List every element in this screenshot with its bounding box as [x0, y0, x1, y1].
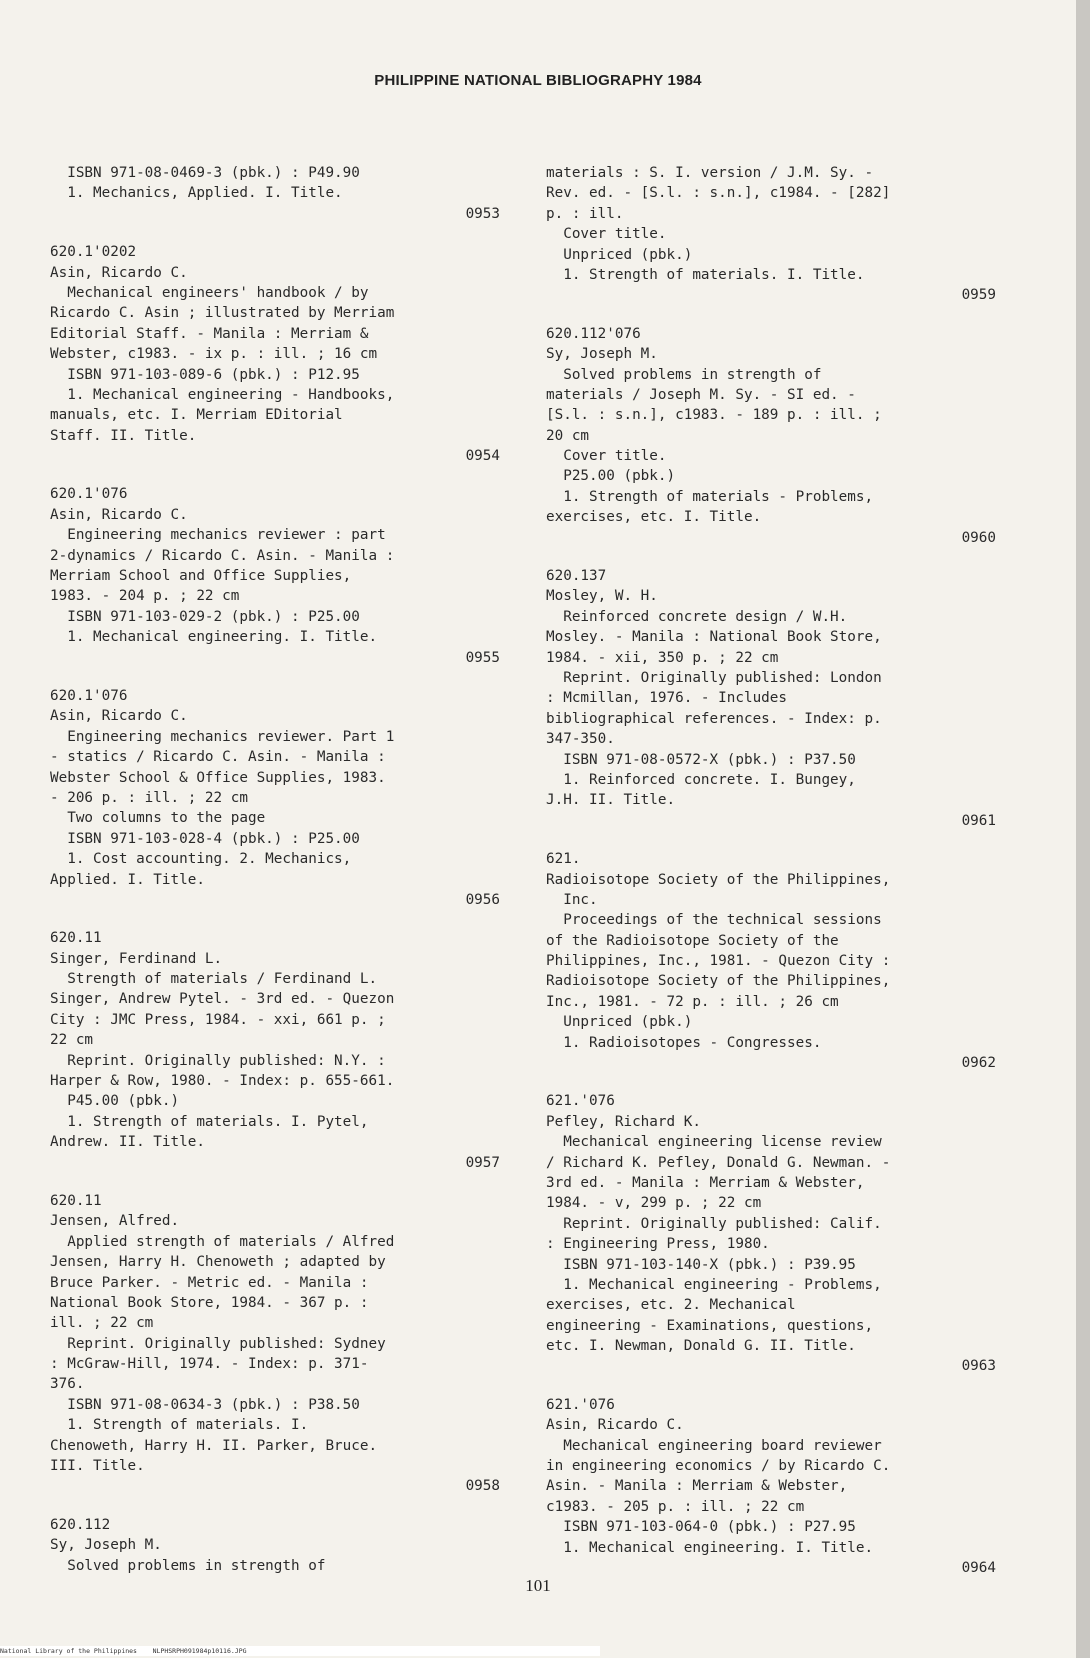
entry-line: Andrew. II. Title. — [50, 1134, 205, 1151]
entry-line: exercises, etc. I. Title. — [546, 509, 762, 526]
entry-line: p. : ill. — [546, 205, 624, 222]
entry-line: engineering - Examinations, questions, — [546, 1317, 874, 1334]
entry-number: 0956 — [465, 891, 500, 908]
entry-line: Radioisotope Society of the Philippines, — [546, 871, 891, 888]
entry-line: Radioisotope Society of the Philippines, — [546, 973, 891, 990]
entry-line: ISBN 971-103-140-X (pbk.) : P39.95 — [546, 1256, 856, 1273]
entry-line: : Mcmillan, 1976. - Includes — [546, 690, 788, 707]
entry-line: 620.112 — [50, 1516, 111, 1533]
entry-number: 0961 — [961, 812, 996, 829]
entry-number: 0953 — [465, 205, 500, 222]
entry-line: Merriam School and Office Supplies, — [50, 568, 352, 585]
entry-line: 1983. - 204 p. ; 22 cm — [50, 588, 240, 605]
bibliography-entry — [50, 163, 500, 224]
bibliography-entry — [546, 324, 996, 548]
entry-line: Inc., 1981. - 72 p. : ill. ; 26 cm — [546, 993, 839, 1010]
entry-line: of the Radioisotope Society of the — [546, 932, 839, 949]
entry-line: Mosley, W. H. — [546, 588, 658, 605]
entry-line: 347-350. — [546, 731, 615, 748]
entry-line: Editorial Staff. - Manila : Merriam & — [50, 325, 369, 342]
entry-line: Asin. - Manila : Merriam & Webster, — [546, 1478, 848, 1495]
bibliography-entry — [50, 1191, 500, 1497]
entry-line: 621.'076 — [546, 1093, 615, 1110]
entry-line: 1. Mechanical engineering - Problems, — [546, 1276, 882, 1293]
entry-line: III. Title. — [50, 1458, 145, 1475]
entry-line: Applied strength of materials / Alfred — [50, 1233, 395, 1250]
entry-line: 1. Radioisotopes - Congresses. — [546, 1034, 822, 1051]
entry-number: 0962 — [961, 1055, 996, 1072]
entry-line: Singer, Andrew Pytel. - 3rd ed. - Quezon — [50, 991, 395, 1008]
entry-line: ISBN 971-08-0634-3 (pbk.) : P38.50 — [50, 1396, 360, 1413]
entry-line: 621.'076 — [546, 1396, 615, 1413]
left-column — [50, 163, 500, 1594]
entry-line: Reprint. Originally published: Sydney — [50, 1335, 386, 1352]
entry-line: Engineering mechanics reviewer. Part 1 — [50, 728, 395, 745]
entry-line: National Book Store, 1984. - 367 p. : — [50, 1294, 369, 1311]
entry-line: Mechanical engineering board reviewer — [546, 1437, 882, 1454]
entry-number: 0955 — [465, 649, 500, 666]
entry-line: Philippines, Inc., 1981. - Quezon City : — [546, 953, 891, 970]
entry-line: ISBN 971-08-0572-X (pbk.) : P37.50 — [546, 751, 856, 768]
entry-line: / Richard K. Pefley, Donald G. Newman. - — [546, 1154, 891, 1171]
entry-line: Strength of materials / Ferdinand L. — [50, 971, 378, 988]
entry-line: Cover title. — [546, 226, 667, 243]
entry-line: Ricardo C. Asin ; illustrated by Merriam — [50, 305, 395, 322]
entry-number: 0964 — [961, 1560, 996, 1576]
entry-line: materials : S. I. version / J.M. Sy. - — [546, 165, 874, 181]
entry-line: Reprint. Originally published: London — [546, 669, 882, 686]
entry-line: 1. Reinforced concrete. I. Bungey, — [546, 771, 856, 788]
entry-line: Harper & Row, 1980. - Index: p. 655-661. — [50, 1073, 395, 1090]
entry-number: 0957 — [465, 1154, 500, 1171]
entry-line: Two columns to the page — [50, 810, 266, 827]
bibliography-entry — [546, 1395, 996, 1579]
entry-line: Solved problems in strength of — [546, 366, 822, 383]
page-number: 101 — [525, 1576, 551, 1595]
entry-line: Engineering mechanics reviewer : part — [50, 527, 386, 544]
entry-line: 1. Mechanical engineering. I. Title. — [546, 1539, 874, 1556]
entry-line: J.H. II. Title. — [546, 792, 676, 809]
entry-line: Mosley. - Manila : National Book Store, — [546, 629, 882, 646]
entry-line: : Engineering Press, 1980. — [546, 1236, 770, 1253]
entry-line: Sy, Joseph M. — [50, 1537, 162, 1554]
entry-line: Asin, Ricardo C. — [50, 264, 188, 281]
entry-line: Rev. ed. - [S.l. : s.n.], c1984. - [282] — [546, 185, 891, 202]
bibliography-entry — [50, 242, 500, 466]
entry-line: - 206 p. : ill. ; 22 cm — [50, 789, 248, 806]
entry-line: Sy, Joseph M. — [546, 346, 658, 363]
entry-line: Pefley, Richard K. — [546, 1113, 701, 1130]
entry-line: 3rd ed. - Manila : Merriam & Webster, — [546, 1174, 865, 1191]
entry-line: Solved problems in strength of — [50, 1557, 326, 1574]
entry-line: materials / Joseph M. Sy. - SI ed. - — [546, 386, 856, 403]
entry-number: 0958 — [465, 1478, 500, 1495]
entry-line: 620.1'0202 — [50, 244, 137, 261]
entry-line: manuals, etc. I. Merriam EDitorial — [50, 407, 343, 424]
bibliography-entry — [546, 163, 996, 306]
entry-line: 2-dynamics / Ricardo C. Asin. - Manila : — [50, 547, 395, 564]
entry-line: 376. — [50, 1376, 85, 1393]
entry-line: 1. Mechanical engineering. I. Title. — [50, 629, 378, 646]
entry-line: 620.1'076 — [50, 687, 128, 704]
entry-line: Reprint. Originally published: N.Y. : — [50, 1052, 386, 1069]
entry-line: Chenoweth, Harry H. II. Parker, Bruce. — [50, 1437, 378, 1454]
entry-line: 620.11 — [50, 1192, 102, 1209]
entry-line: 1. Strength of materials. I. — [50, 1417, 309, 1434]
bibliography-entry — [50, 484, 500, 668]
entry-line: bibliographical references. - Index: p. — [546, 710, 882, 727]
entry-line: 1. Mechanical engineering - Handbooks, — [50, 386, 395, 403]
entry-line: ill. ; 22 cm — [50, 1315, 154, 1332]
entry-line: 620.11 — [50, 930, 102, 947]
page-header-title: PHILIPPINE NATIONAL BIBLIOGRAPHY 1984 — [374, 72, 702, 89]
entry-line: exercises, etc. 2. Mechanical — [546, 1297, 796, 1314]
entry-line: Staff. II. Title. — [50, 427, 197, 444]
entry-line: c1983. - 205 p. : ill. ; 22 cm — [546, 1498, 805, 1515]
entry-line: ISBN 971-103-029-2 (pbk.) : P25.00 — [50, 608, 360, 625]
entry-line: : McGraw-Hill, 1974. - Index: p. 371- — [50, 1356, 369, 1373]
entry-line: Singer, Ferdinand L. — [50, 950, 223, 967]
entry-line: 22 cm — [50, 1032, 94, 1049]
entry-line: Unpriced (pbk.) — [546, 1014, 693, 1031]
bibliography-entry — [50, 928, 500, 1173]
entry-number: 0959 — [961, 287, 996, 304]
entry-number: 0954 — [465, 448, 500, 465]
entry-line: 1. Strength of materials. I. Pytel, — [50, 1113, 369, 1130]
entry-line: Asin, Ricardo C. — [546, 1417, 684, 1434]
entry-line: 1. Strength of materials - Problems, — [546, 488, 874, 505]
entry-line: Jensen, Harry H. Chenoweth ; adapted by — [50, 1254, 386, 1271]
entry-number: 0960 — [961, 529, 996, 546]
entry-line: Bruce Parker. - Metric ed. - Manila : — [50, 1274, 369, 1291]
entry-number: 0963 — [961, 1358, 996, 1375]
entry-line: 1. Strength of materials. I. Title. — [546, 266, 865, 283]
entry-line: Reprint. Originally published: Calif. — [546, 1215, 882, 1232]
entry-line: P25.00 (pbk.) — [546, 468, 676, 485]
scan-footer: National Library of the Philippines NLPHSRPH091984p10116.JPG — [0, 1646, 600, 1656]
entry-line: Proceedings of the technical sessions — [546, 912, 882, 929]
entry-line: 1. Cost accounting. 2. Mechanics, — [50, 851, 352, 868]
entry-line: 621. — [546, 851, 581, 868]
entry-line: Mechanical engineers' handbook / by — [50, 284, 369, 301]
entry-line: Unpriced (pbk.) — [546, 246, 693, 263]
bibliography-entry — [546, 566, 996, 831]
entry-line: [S.l. : s.n.], c1983. - 189 p. : ill. ; — [546, 407, 882, 424]
bibliography-entry — [50, 686, 500, 910]
entry-line: Applied. I. Title. — [50, 871, 205, 888]
entry-line: 620.137 — [546, 568, 607, 585]
entry-line: 1984. - xii, 350 p. ; 22 cm — [546, 649, 779, 666]
entry-line: City : JMC Press, 1984. - xxi, 661 p. ; — [50, 1011, 386, 1028]
bibliography-entry — [50, 1515, 500, 1576]
entry-line: ISBN 971-08-0469-3 (pbk.) : P49.90 — [50, 165, 360, 181]
entry-line: 20 cm — [546, 427, 590, 444]
entry-line: ISBN 971-103-089-6 (pbk.) : P12.95 — [50, 366, 360, 383]
entry-line: 620.1'076 — [50, 486, 128, 503]
entry-line: Asin, Ricardo C. — [50, 506, 188, 523]
entry-line: Cover title. — [546, 448, 667, 465]
entry-line: 1984. - v, 299 p. ; 22 cm — [546, 1195, 762, 1212]
entry-line: Reinforced concrete design / W.H. — [546, 608, 848, 625]
entry-line: Asin, Ricardo C. — [50, 708, 188, 725]
bibliography-entry — [546, 849, 996, 1073]
entry-line: etc. I. Newman, Donald G. II. Title. — [546, 1338, 856, 1355]
entry-line: Mechanical engineering license review — [546, 1134, 882, 1151]
entry-line: - statics / Ricardo C. Asin. - Manila : — [50, 749, 386, 766]
entry-line: P45.00 (pbk.) — [50, 1093, 180, 1110]
entry-line: Jensen, Alfred. — [50, 1213, 180, 1230]
entry-line: ISBN 971-103-028-4 (pbk.) : P25.00 — [50, 830, 360, 847]
bibliography-entry — [546, 1091, 996, 1376]
right-column — [546, 163, 996, 1596]
entry-line: 1. Mechanics, Applied. I. Title. — [50, 185, 343, 202]
entry-line: Inc. — [546, 891, 598, 908]
entry-line: in engineering economics / by Ricardo C. — [546, 1458, 891, 1475]
entry-line: ISBN 971-103-064-0 (pbk.) : P27.95 — [546, 1519, 856, 1536]
entry-line: 620.112'076 — [546, 325, 641, 342]
entry-line: Webster School & Office Supplies, 1983. — [50, 769, 386, 786]
entry-line: Webster, c1983. - ix p. : ill. ; 16 cm — [50, 346, 378, 363]
